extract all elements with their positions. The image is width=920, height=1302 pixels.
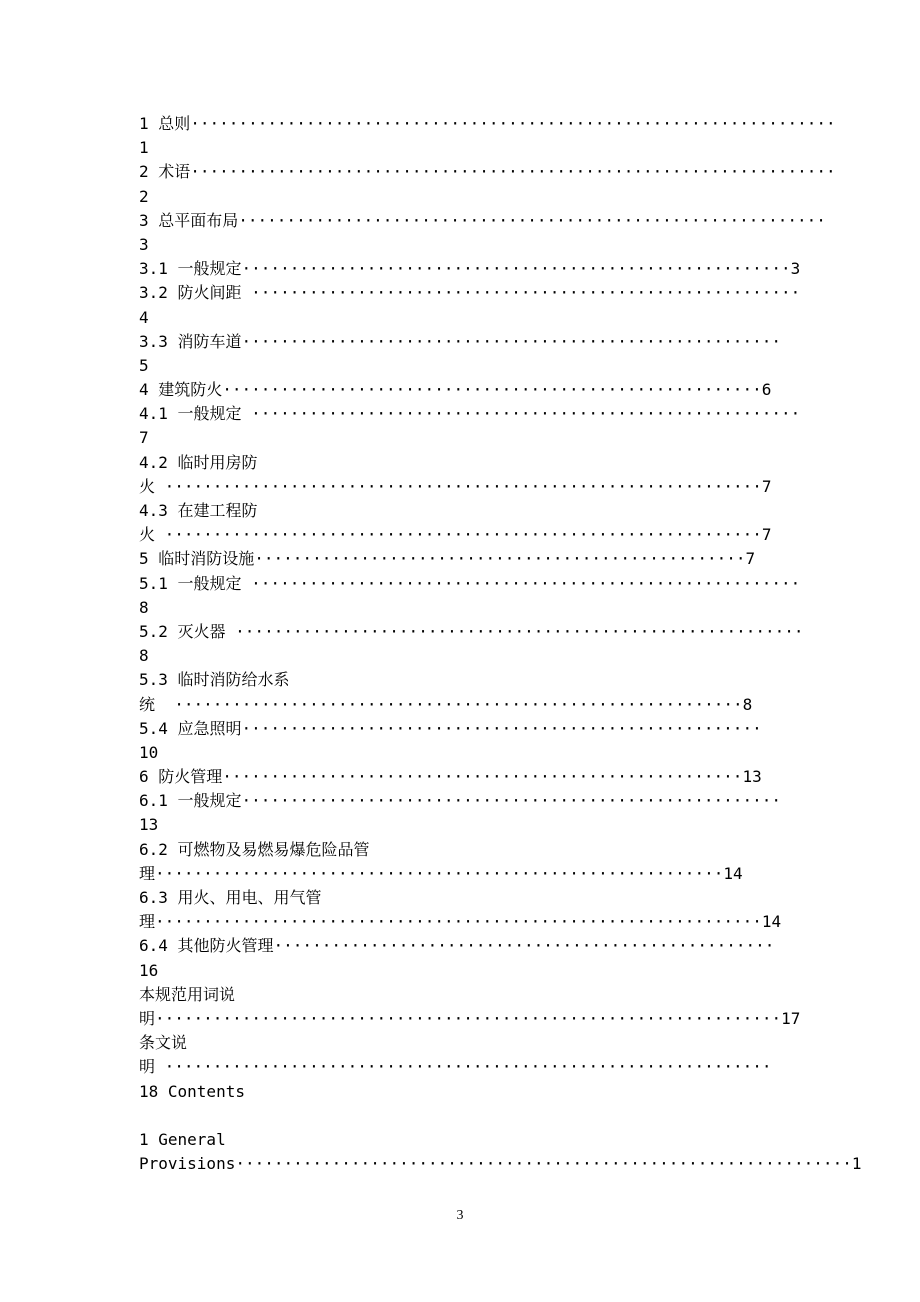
toc-line: 5.4 应急照明······················································ — [139, 718, 762, 738]
toc-line: 8 — [139, 646, 149, 666]
toc-line: 明·································································17 — [139, 1008, 801, 1028]
toc-line: 13 — [139, 815, 159, 835]
toc-line: 5.1 一般规定 ························································· — [139, 573, 801, 593]
toc-line: 3.1 一般规定·························································3 — [139, 259, 801, 279]
toc-line: 6.1 一般规定························································ — [139, 791, 781, 811]
toc-line: 3.3 消防车道························································ — [139, 331, 781, 351]
toc-line: 6 防火管理······················································13 — [139, 767, 762, 787]
toc-line: 7 — [139, 428, 149, 448]
toc-line: 6.3 用火、用电、用气管 — [139, 888, 322, 907]
toc-line: 4.3 在建工程防 — [139, 501, 258, 520]
toc-line: 5.2 灭火器 ··························································· — [139, 621, 804, 641]
toc-line: 1 — [139, 138, 149, 158]
toc-line: 明 ······························································· — [139, 1057, 772, 1077]
toc-line: 1 总则··································································· — [139, 114, 836, 133]
toc-line: 10 — [139, 742, 159, 762]
toc-line: 1 General — [139, 1129, 226, 1149]
toc-line: 2 — [139, 186, 149, 206]
toc-line: 4 建筑防火························································6 — [139, 380, 772, 400]
toc-line: 理·······························································14 — [139, 912, 782, 932]
toc-line: 3.2 防火间距 ························································· — [139, 283, 801, 303]
toc-line: 3 总平面布局····························································· — [139, 210, 826, 230]
toc-line: 16 — [139, 960, 159, 980]
toc-line: 4.1 一般规定 ························································· — [139, 404, 801, 424]
toc-line: 3 — [139, 234, 149, 254]
toc-line: 18 Contents — [139, 1081, 245, 1101]
toc-line: 4.2 临时用房防 — [139, 452, 258, 472]
toc-line: 火 ······························································7 — [139, 525, 772, 545]
toc-line: 统 ···························································8 — [139, 694, 753, 714]
toc-line: 6.4 其他防火管理···················································· — [139, 936, 775, 956]
page-number: 3 — [456, 1208, 464, 1223]
toc-line: 8 — [139, 597, 149, 617]
toc-line: 条文说 — [139, 1033, 188, 1053]
toc-line: 理···························································14 — [139, 863, 743, 883]
toc-line: 本规范用词说 — [139, 984, 236, 1004]
toc-line: 6.2 可燃物及易燃易爆危险品管 — [139, 839, 370, 859]
toc-line: 火 ······························································7 — [139, 476, 772, 496]
table-of-contents — [139, 112, 862, 1176]
blank-line — [139, 1104, 799, 1128]
toc-line: 5 — [139, 355, 149, 375]
toc-line: 2 术语··································································· — [139, 162, 836, 182]
toc-line: 5 临时消防设施···················································7 — [139, 549, 756, 569]
toc-line: Provisions································································1 — [139, 1154, 862, 1174]
toc-line: 5.3 临时消防给水系 — [139, 670, 290, 690]
toc-line: 4 — [139, 307, 149, 327]
